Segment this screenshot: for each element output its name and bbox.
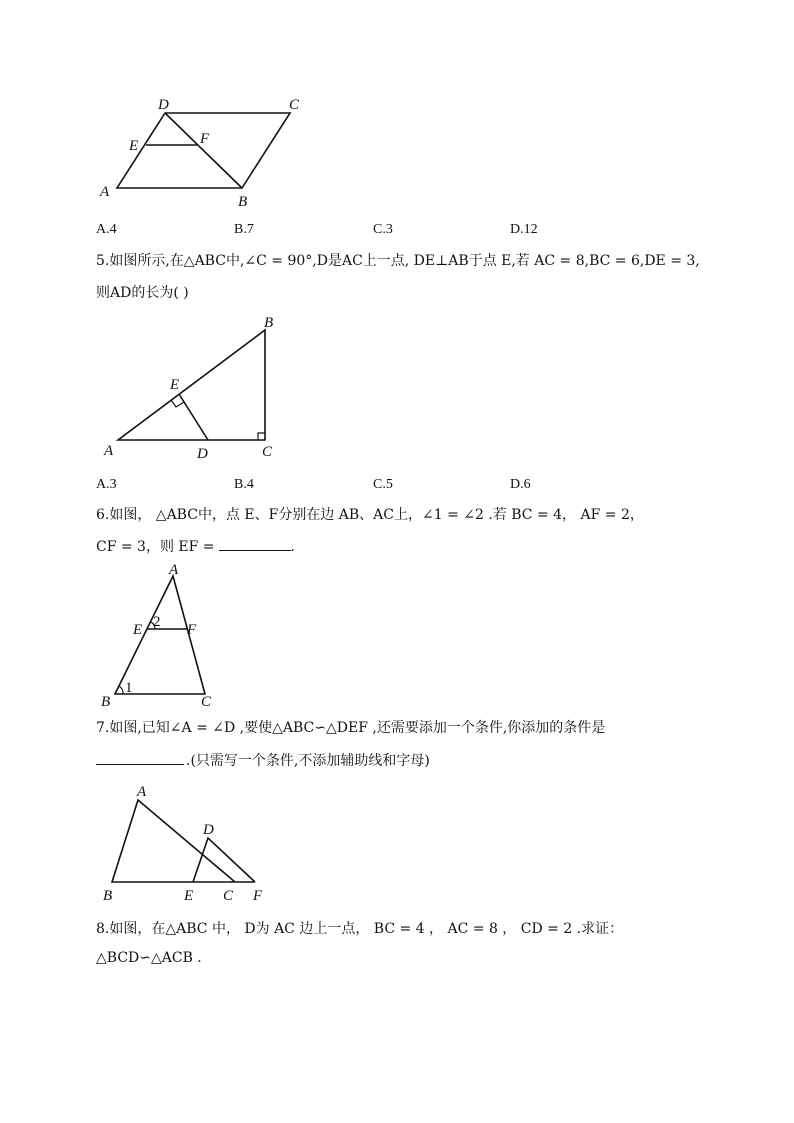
q6-label-angle1: 1 (125, 680, 133, 696)
q5-label-c: C (262, 444, 273, 460)
q7-label-a: A (137, 784, 147, 800)
q4-diagonal-db (165, 113, 242, 188)
q5-option-b: B.4 (234, 477, 254, 492)
q7-label-f: F (253, 888, 263, 904)
q7-question-line2-text: .(只需写一个条件,不添加辅助线和字母) (186, 753, 430, 769)
q5-option-d: D.6 (510, 477, 531, 492)
q6-angle1-arc (119, 686, 123, 694)
q5-figure (95, 310, 295, 465)
q5-option-c: C.5 (373, 477, 393, 492)
q6-label-a: A (169, 562, 179, 578)
q4-option-d: D.12 (510, 222, 538, 237)
q5-question-line2: 则AD的长为( ) (96, 285, 189, 301)
q4-option-b: B.7 (234, 222, 254, 237)
q5-label-a: A (104, 443, 114, 459)
q4-label-f: F (200, 131, 210, 147)
q4-figure (90, 90, 320, 215)
q6-question-line1: 6.如图， △ABC中，点 E、F分别在边 AB、AC上，∠1 = ∠2 .若 BC = 4， AF = 2， (96, 507, 644, 523)
q5-question-line1: 5.如图所示,在△ABC中,∠C = 90°,D是AC上一点, DE⊥AB于点 E,若 AC = 8,BC = 6,DE = 3, (96, 253, 700, 269)
q8-question-line2: △BCD∽△ACB . (96, 950, 202, 966)
q4-label-d: D (158, 97, 169, 113)
q7-triangle-abc (112, 800, 255, 882)
q7-figure (95, 778, 285, 908)
q6-label-e: E (133, 622, 143, 638)
q5-segment-de (179, 394, 208, 440)
q7-label-e: E (184, 888, 194, 904)
q6-label-angle2: 2 (153, 614, 161, 630)
q6-answer-blank (219, 536, 291, 551)
q4-option-a: A.4 (96, 222, 117, 237)
q7-label-c: C (223, 888, 234, 904)
q7-answer-blank (96, 750, 184, 765)
q6-question-line2-text: CF = 3，则 EF = (96, 539, 215, 555)
q4-label-c: C (289, 97, 300, 113)
q4-label-a: A (100, 184, 110, 200)
q6-label-f: F (187, 622, 197, 638)
q5-option-a: A.3 (96, 477, 117, 492)
q6-label-c: C (201, 694, 212, 710)
q7-triangle-def (193, 838, 255, 882)
q6-question-line2 (96, 536, 295, 557)
q5-triangle-abc (118, 330, 265, 440)
q5-label-d: D (197, 446, 208, 462)
q5-label-b: B (264, 315, 274, 331)
q6-label-b: B (101, 694, 111, 710)
q5-label-e: E (170, 377, 180, 393)
q4-label-e: E (129, 138, 139, 154)
q5-right-angle-c (258, 433, 265, 440)
q8-question-line1: 8.如图，在△ABC 中， D为 AC 边上一点， BC = 4 ， AC = 8 ， CD = 2 .求证： (96, 921, 624, 937)
q6-question-line2-end: . (290, 539, 295, 555)
q7-label-d: D (203, 822, 214, 838)
q7-question-line2 (96, 750, 430, 771)
q4-label-b: B (238, 194, 248, 210)
q7-question-line1: 7.如图,已知∠A = ∠D ,要使△ABC∽△DEF ,还需要添加一个条件,你添加的条件是 (96, 720, 606, 736)
q6-figure (95, 562, 225, 710)
q7-label-b: B (103, 888, 113, 904)
q4-option-c: C.3 (373, 222, 393, 237)
q5-right-angle-e (171, 400, 184, 407)
